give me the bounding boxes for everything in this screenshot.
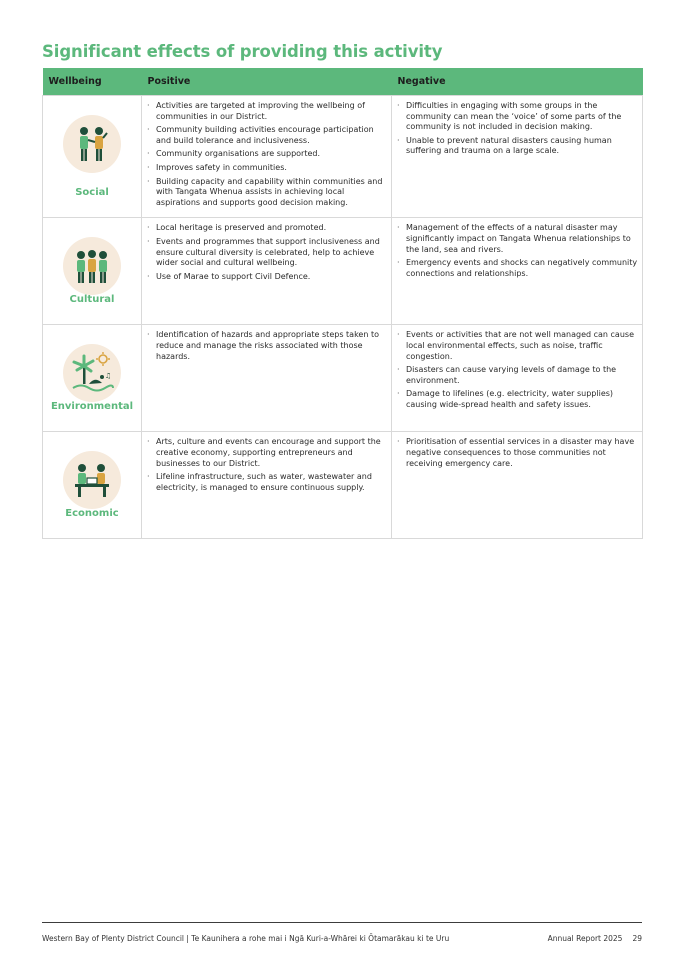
list-item: · Events or activities that are not well managed can cause local environmental effects, such as noise, traffic congestion.	[396, 330, 638, 362]
page-title: Significant effects of providing this activity	[42, 42, 443, 61]
footer-report-title: Annual Report 2025	[547, 934, 623, 943]
list-item: · Activities are targeted at improving the wellbeing of communities in our District.	[146, 101, 387, 122]
wellbeing-label: Environmental	[50, 400, 134, 412]
list-item: · Building capacity and capability within communities and with Tangata Whenua assists in achieving local aspirations and supports good decision making.	[146, 177, 387, 209]
wellbeing-label: Social	[75, 186, 109, 198]
page-number: 29	[632, 934, 642, 943]
list-item: · Prioritisation of essential services in a disaster may have negative consequences to those communities not receiving emergency care.	[396, 437, 638, 469]
table-row	[43, 432, 643, 539]
positive-cell	[142, 218, 392, 325]
list-item: · Arts, culture and events can encourage and support the creative economy, supporting entrepreneurs and businesses to our District.	[146, 437, 387, 469]
positive-cell	[142, 96, 392, 218]
effects-table	[42, 68, 643, 539]
svg-text:♫: ♫	[105, 372, 112, 381]
positive-cell	[142, 325, 392, 432]
wellbeing-label: Economic	[65, 507, 119, 519]
header-wellbeing: Wellbeing	[43, 68, 142, 96]
footer-divider	[42, 922, 642, 923]
wellbeing-cell	[43, 432, 142, 539]
list-item: · Use of Marae to support Civil Defence.	[146, 272, 387, 283]
wellbeing-cell	[43, 218, 142, 325]
wellbeing-cell	[43, 325, 142, 432]
wellbeing-label: Cultural	[69, 293, 115, 305]
list-item: · Disasters can cause varying levels of damage to the environment.	[396, 365, 638, 386]
positive-cell	[142, 432, 392, 539]
list-item: · Difficulties in engaging with some groups in the community can mean the ‘voice’ of some parts of the community is not included in decision making.	[396, 101, 638, 133]
table-header-row	[43, 68, 643, 96]
list-item: · Events and programmes that support inclusiveness and ensure cultural diversity is celebrated, help to achieve wider social and cultural wellbeing.	[146, 237, 387, 269]
list-item: · Emergency events and shocks can negatively community connections and relationships.	[396, 258, 638, 279]
nature-icon	[63, 344, 121, 402]
group-icon	[63, 237, 121, 295]
footer-report-info	[548, 934, 642, 943]
list-item: · Identification of hazards and appropriate steps taken to reduce and manage the risks associated with those hazards.	[146, 330, 387, 362]
list-item: · Local heritage is preserved and promoted.	[146, 223, 387, 234]
negative-cell	[392, 218, 643, 325]
table-row	[43, 325, 643, 432]
list-item: · Community building activities encourage participation and build tolerance and inclusiveness.	[146, 125, 387, 146]
list-item: · Management of the effects of a natural disaster may significantly impact on Tangata Whenua relationships to the land, sea and rivers.	[396, 223, 638, 255]
list-item: · Damage to lifelines (e.g. electricity, water supplies) causing wide-spread health and safety issues.	[396, 389, 638, 410]
table-row	[43, 96, 643, 218]
negative-cell	[392, 325, 643, 432]
list-item: · Improves safety in communities.	[146, 163, 387, 174]
header-positive: Positive	[142, 68, 392, 96]
header-negative: Negative	[392, 68, 643, 96]
negative-cell	[392, 432, 643, 539]
list-item: · Unable to prevent natural disasters causing human suffering and trauma on a large scale.	[396, 136, 638, 157]
table-row	[43, 218, 643, 325]
negative-cell	[392, 96, 643, 218]
footer-council-name: Western Bay of Plenty District Council | Te Kaunihera a rohe mai i Ngā Kuri-a-Whārei ki Ōtamarākau ki te Uru	[42, 934, 450, 943]
list-item: · Lifeline infrastructure, such as water, wastewater and electricity, is managed to ensure continuous supply.	[146, 472, 387, 493]
list-item: · Community organisations are supported.	[146, 149, 387, 160]
people-icon	[63, 115, 121, 173]
business-icon	[63, 451, 121, 509]
wellbeing-cell	[43, 96, 142, 218]
